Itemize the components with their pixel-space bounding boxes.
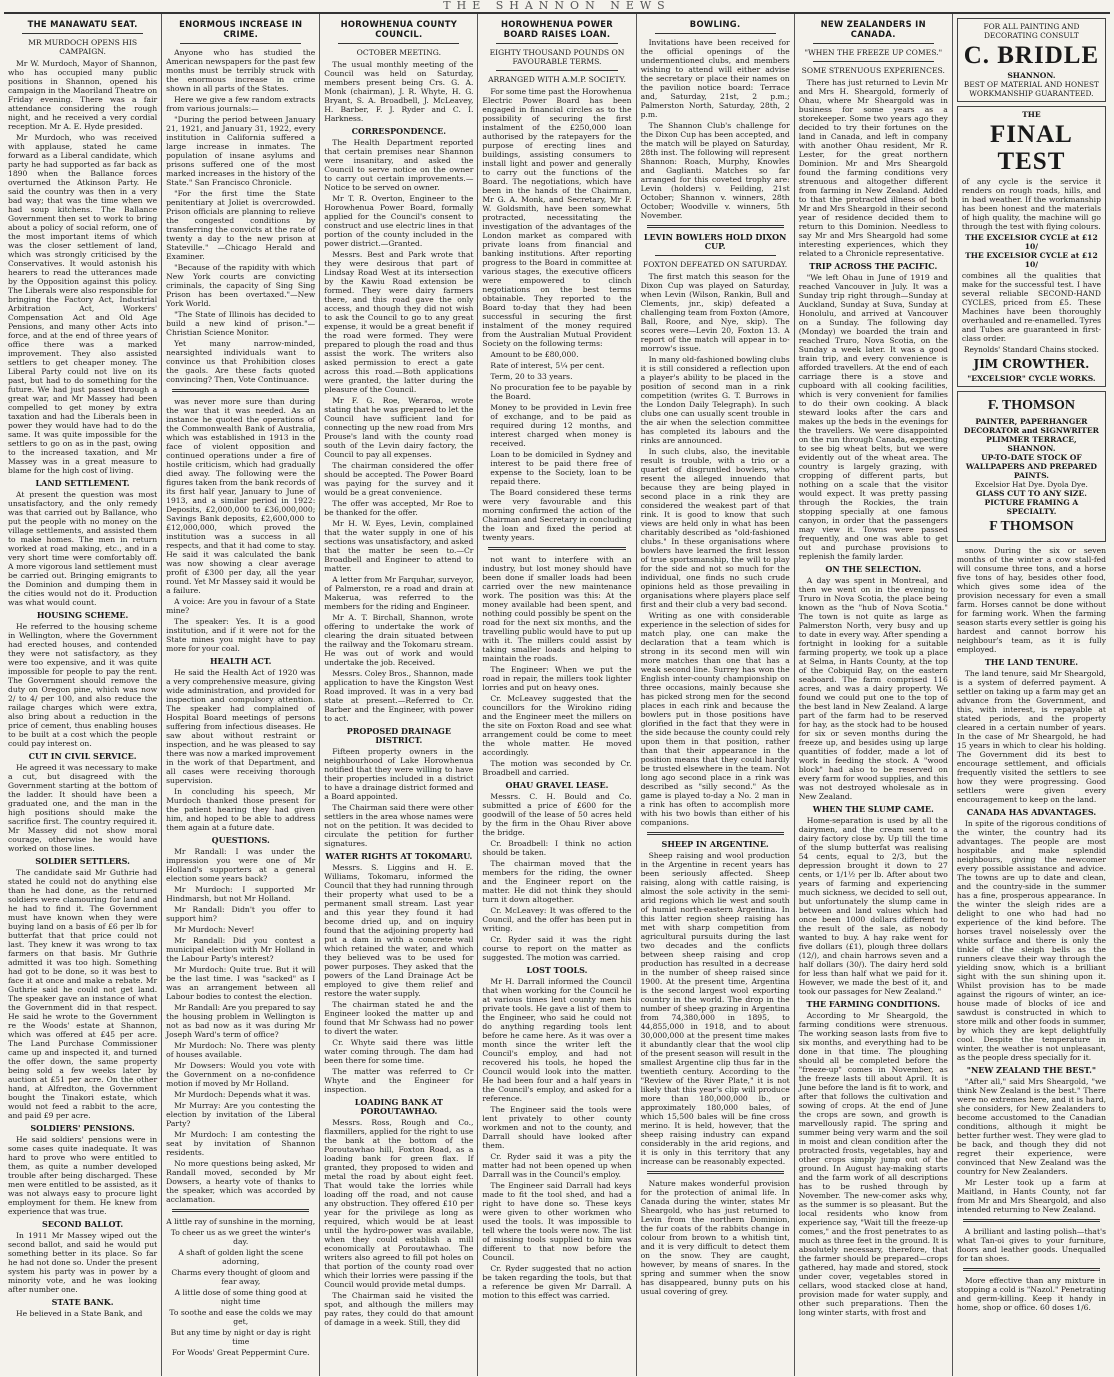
paragraph: "For the first time the State penitentiary at Joliet is overcrowded. Prison officials are planning to relieve the congested conditions by transferring the convicts at the rate of twenty a day to the new prison at Stateville." —Chicago Herald and Examiner. — [166, 189, 316, 261]
divider — [172, 1209, 309, 1212]
paragraph: Mr Murdoch, who was received with applause, stated he came forward as a Liberal candidate, which party he had supported as far back as 1890 when the Ballance forces overturned the Atkinson Party. He said the country was then in a very bad way; that was the time when we had soup kitchens. The Ballance Government then set to work to bring about a policy of social reform, one of the most important items of which was the closer settlement of land, which was strongly criticised by the Conservatives. It would astonish his hearers to read the utterances made by the Opposition against this policy. The Liberals were also responsible for bringing the Factory Act, Industrial Arbitration Act, Workers' Compensation Act and Old Age Pensions, and many other Acts into force, and at the end of three years of office there was a marked improvement. They also assisted settlers to get cheaper money. The Liberal Party could not live on its past, but had to do something for the future. We had just passed through a great war, and Mr Massey had been compelled to get money by extra taxation and had the Liberals been in power they would have had to do the same. It was quite impossible for the settlers to go on as in the past, owing to the increased taxation, and Mr Massey was in a great measure to blame for the high cost of living. — [8, 133, 158, 475]
paragraph: Cr. Ryder suggested that no action be taken regarding the tools, but that a reference be given Mr Darrall. A motion to this effect was carried. — [482, 1264, 632, 1300]
paragraph: Mr Murdoch: I am contesting the seat by invitation of Shannon residents. — [166, 1130, 316, 1157]
article-title: BOWLING. — [689, 19, 741, 29]
paragraph: Mr Murdoch: Never! — [174, 925, 255, 934]
loan-term: Rate of interest, 5¼ per cent. — [490, 361, 605, 370]
article-title: HOROWHENUA COUNTY COUNCIL. — [340, 19, 458, 39]
poem-line: Charms every thought of gloom and fear away, — [171, 1268, 311, 1286]
ad-town: SHANNON. — [1007, 71, 1056, 80]
article-subtitle: SOME STRENUOUS EXPERIENCES. — [801, 66, 945, 75]
article-title: HOROWHENUA POWER BOARD RAISES LOAN. — [500, 19, 614, 39]
section-heading: WHEN THE SLUMP CAME. — [812, 804, 934, 814]
paragraph: Cr. Ryder said it was the right course to report on the matter as suggested. The motion was carried. — [482, 935, 632, 962]
loan-term: No procuration fee to be payable by the Board. — [490, 383, 632, 401]
paragraph: The usual monthly meeting of the Council was held on Saturday, members present being Crs. G. A. Monk (chairman), J. R. Whyte, H. G. Bryant, S. A. Broadbell, J. McLeavey, H. Barber, F. J. Ryder and C. I. Harkness. — [324, 60, 474, 123]
paragraph: The first match this season for the Dixon Cup was played on Saturday, when Levin (Wilson, Rankin, Bull and Clements, jnr., skip) defeated a challenging team from Foxton (Amore, Ball, Roore, and Nye, skip). The scores were—Levin 20, Foxton 13. A report of the match will appear in to-morrow's issue. — [640, 272, 790, 353]
divider — [496, 70, 617, 71]
section-heading: HOUSING SCHEME. — [36, 610, 129, 620]
paragraph: Messrs. C. H. Bould and Co. submitted a price of £600 for the goodwill of the lease of 50 acres held by the firm in the Ohau River above the bridge. — [482, 792, 632, 837]
divider — [647, 1171, 784, 1174]
poem-line: A little ray of sunshine in the morning, — [166, 1217, 316, 1226]
paragraph: Invitations have been received for the official openings of the undermentioned clubs, and members wishing to attend will either advise the secretary or place their names on the pavilion notice board: Terrace and, Saturday, 21st, 2 p.m.; Palmerston North, Saturday, 28th, 2 p.m. — [640, 38, 790, 119]
paragraph: Mr W. Murdoch, Mayor of Shannon, who has occupied many public positions in Shannon, opened his campaign in the Maoriland Theatre on Friday evening. There was a fair attendance considering the rough night, and he received a very cordial reception. Mr A. E. Hyde presided. — [8, 59, 158, 131]
paragraph: Writing as one with considerable experience in the selection of sides for match play, one can make the declaration that a team which is strong in its second men will win more matches than one that has a weak second line. Surrey has won the English inter-county championship on three occasions, mainly because she has picked strong men for the second places in each rink and because the bowlers put in those positions have glorified in the fact that they were in the side because the county could rely upon them in that position, rather than that their appearance in the position means that they could hardly be trusted elsewhere in the team. Not long ago second place in a rink was described as "silly second." As the game is played to-day a No. 2 man in a rink has often to accomplish more with his two bowls than either of his companions. — [640, 611, 790, 827]
section-heading: STATE BANK. — [51, 1297, 114, 1307]
paragraph: Mr Murray: Are you contesting the election by invitation of the Liberal Party? — [166, 1101, 316, 1128]
section-heading: LOADING BANK AT POROUTAWHAO. — [354, 1097, 443, 1116]
paragraph: The Board considered these terms were very favourable and this morning confirmed the action of the Chairman and Secretary in concluding the loan and fixed the period at twenty years. — [482, 488, 632, 542]
poem-line: But any time by night or day is right time — [170, 1328, 311, 1346]
loan-term: Loan to be domiciled in Sydney and interest to be paid there free of expense to the Society, loan to be repaid there. — [490, 450, 632, 486]
article-subtitle: MR MURDOCH OPENS HIS CAMPAIGN. — [28, 38, 138, 56]
poem-line: A little dose of some thing good at night time — [174, 1288, 307, 1306]
paragraph: Mr Lester took up a farm at Maitland, in Hants County, not far from Mr and Mrs Sheargold, and also intended returning to New Zealand. — [956, 1178, 1106, 1214]
paragraph: The Chairman said there were other settlers in the area whose names were not on the petition. It was decided to circulate the petition for further signatures. — [324, 803, 474, 848]
paragraph: "During the period between January 21, 1921, and January 31, 1922, every institution in California suffered a large increase in inmates. The population of insane asylums and prisons suffered one of the most marked increases in the history of the State." San Francisco Chronicle. — [166, 115, 316, 187]
paragraph: Nature makes wonderful provision for the protection of animal life. In Canada during the winter, states Mr Sheargold, who has just returned to Levin from the northern Dominion, the fur coats of the rabbits change in colour from brown to a whitish tint, and it is very difficult to detect them on the snow. They are caught, however, by means of snares. In the spring and summer when the snow has disappeared, bunny puts on his usual covering of grey. — [640, 1179, 790, 1296]
ad-tagline: BEST OF MATERIAL AND HONEST WORKMANSHIP GUARANTEED. — [963, 80, 1099, 98]
divider — [488, 547, 625, 550]
section-heading: CANADA HAS ADVANTAGES. — [966, 807, 1097, 817]
ad-business-name: C. BRIDLE — [963, 42, 1100, 69]
paragraph: The Health Department reported that certain premises near Shannon were insanitary, and asked the Council to serve notice on the owner to carry out certain improvements.—Notice to be served on owner. — [324, 138, 474, 192]
paragraph: Here we give a few random extracts from various journals:— — [166, 95, 316, 113]
paragraph: Messrs. S. Liggins and H. E. Williams, Tokomaru, informed the Council that they had running through their property what used to be a permanent small stream. Last year and this year they found it had become dried up, and on inquiry found that the adjoining property had put a dam in with a concrete wall which retained the water, and which they believed was to be used for power purposes. They asked that the powers of the Land Drainage Act be employed to give them relief and restore the water supply. — [324, 863, 474, 998]
ad-text: of any cycle is the service it renders on rough roads, hills, and in bad weather. If the workmanship has been honest and the materials of high quality, the machine will go through the test with flying colours. — [961, 177, 1101, 231]
paragraph: In concluding his speech, Mr Murdoch thanked those present for the patient hearing they had given him, and hoped to be able to address them again at a future date. — [166, 787, 316, 832]
paragraph: Cr. Ryder said it was a pity the matter had not been opened up when Darrall was in the Council's employ. — [482, 1152, 632, 1179]
divider — [180, 43, 301, 44]
paragraph: Messrs. Best and Park wrote that they were desirous that part of Lindsay Road West at its intersection by the Kawiu Road extension be formed. They were dairy farmers there, and this road gave the only access, and though they did not wish to ask the Council to go to any great expense, it would be a great benefit if the road were formed. They were prepared to plough the road and thus assist the work. The writers also asked permission to erect a gate across this road.—Both applications were granted, the latter during the pleasure of the Council. — [324, 250, 474, 394]
divider — [813, 61, 934, 62]
advertisement-crowther — [957, 106, 1106, 387]
paragraph: In such clubs, also, the inevitable result is trouble, with a trio or a quartet of disgruntled bowlers, who resent the alleged innuendo that because they are being played in second place in a rink they are considered the weakest part of that rink. It is good to know that such views are held only in what has been charitably described as "old-fashioned clubs." In these organisations where bowlers have learned the first lesson of true sportsmanship, the will to play for the side and not so much for the individual, one finds no such crude opinions held as those prevailing in organisations where players place self first and their club a very bad second. — [640, 447, 790, 609]
paragraph: Mr H. W. Eyes, Levin, complained that the water supply in one of his sections was unsatisfactory, and asked that the matter be seen to.—Cr Broadbell and Engineer to attend to matter. — [324, 519, 474, 573]
paragraph: "We left Ohau in June of 1919 and reached Vancouver in July. It was a Sunday trip right through—Sunday at Auckland, Sunday at Suva, Sunday at Honolulu, and arrived at Vancouver on a Sunday. The following day (Monday) we boarded the train and reached Truro, Nova Scotia, on the Sunday a week later. It was a good train trip, and every convenience is afforded travellers. At the end of each carriage there is a stove and cupboard with all cooking facilities, which is very convenient for families to do their own cooking. A black steward looks after the cars and makes up the beds in the evenings for the travellers. We were disappointed on the run through Canada, expecting to see big wheat belts, but we were evidently out of the wheat area. The country is largely grazing, with cropping of different parts, but nothing on a scale that the visitor would expect. It was pretty passing through the Rockies, the train stopping specially at one famous canyon, in order that the passengers may view it. Towns were passed frequently, and one was able to get out and purchase provisions to replenish the family larder. — [798, 273, 948, 561]
ad-address: PLIMMER TERRACE, SHANNON. — [986, 435, 1077, 453]
paragraph: The Engineer said Darrall had keys made to fit the tool shed, and had a right to have done so. These keys were given to other workmen who used the tools. It was impossible to tell where the tools were now. The list of missing tools supplied to him was different to that now before the Council. — [482, 1181, 632, 1262]
paragraph: Messrs. Coley Bros., Shannon, made application to have the Kingston West Road improved. It was in a very bad state at present.—Referred to Cr. Barber and the Engineer, with power to act. — [324, 669, 474, 723]
paragraph: Mr H. Darrall informed the Council that when working for the Council he at various times lent county men his private tools. He gave a list of them to the Engineer, who said he could not do anything regarding tools lent before he came here. As it was over a month since the writer left the Council's employ, and had not recovered his tools, he hoped the Council would look into the matter. He had been four and a half years in the Council's employ, and asked for a reference. — [482, 977, 632, 1103]
paragraph: was never more sure than during the war that it was needed. As an instance he quoted the operations of the Commonwealth Bank of Australia, which was established in 1913 in the face of violent opposition and continued operations under a fire of hostile criticism, which had gradually died away. The following were the figures taken from the bank records of its first half year, January to June of 1913, and a similar period in 1922: Deposits, £2,000,000 to £36,000,000; Savings Bank deposits, £2,600,000 to £12,000,000, which proved the institution was a success in all respects, and that it had come to stay. He said it was calculated the bank was now showing a clear average profit of £300 per day, all the year round. Yet Mr Massey said it would be a failure. — [166, 397, 316, 595]
section-heading: SECOND BALLOT. — [42, 1219, 124, 1229]
loan-term: Money to be provided in Levin free of exchange, and to be paid as required during 12 months, and interest charged when money is received. — [490, 403, 632, 448]
article-subtitle: OCTOBER MEETING. — [356, 48, 442, 57]
article-subtitle: ARRANGED WITH A.M.P. SOCIETY. — [488, 75, 626, 84]
ad-kicker: THE — [1022, 110, 1041, 119]
paragraph: The matter was referred to Cr Whyte and the Engineer for inspection. — [324, 1067, 474, 1094]
article-title: NEW ZEALANDERS IN CANADA. — [820, 19, 926, 39]
ad-business-name: F THOMSON — [989, 519, 1074, 534]
paragraph: Cr. Broadbell: I think no action should be taken. — [482, 839, 632, 857]
ad-product: THE EXCELSIOR CYCLE at £12 10/ — [965, 233, 1098, 251]
paragraph: Mr F. G. Roe, Weraroa, wrote stating that he was prepared to let the Council have sufficient land for connecting up the new road from Mrs Prouse's land with the county road south of the Levin dairy factory, the Council to pay all expenses. — [324, 396, 474, 459]
paragraph: A voice: Are you in favour of a State mine? — [166, 597, 316, 615]
advertisement-bridle — [957, 18, 1106, 102]
paragraph: For some time past the Horowhenua Electric Power Board has been engaged in financial circles as to the possibility of securing the first instalment of the £250,000 loan authorised by the ratepayers for the purpose of erecting lines and buildings, assisting consumers to install light and power and generally to carry out the functions of the Board. The negotiations, which have been in the hands of the Chairman, Mr G. A. Monk, and Secretary, Mr F. W. Goldsmith, have been somewhat protracted, necessitating the investigation of the advantages of the London market as compared with private loans from financial and banking institutions. After reporting progress to the Board in committee at various stages, the executive officers were empowered to clinch negotiations on the best terms obtainable. They reported to the Board to-day that they had been successful in securing the first instalment of the money required from the Australian Mutual Provident Society on the following terms: — [482, 87, 632, 348]
paragraph: Mr Randall: Did you contest a municipal election with Mr Holland in the Labour Party's interest? — [166, 936, 316, 963]
paragraph: Fifteen property owners in the neighbourhood of Lake Horowhenua notified that they were willing to have their properties included in a district to have a drainage district formed and a Board appointed. — [324, 747, 474, 801]
paragraph: Mr Randall: I was under the impression you were one of Mr Holland's supporters at a general election some years back? — [166, 847, 316, 883]
paragraph: "After all," said Mrs Sheargold, "we think New Zealand is the best." There were no extremes here, and it is hard, she considers, for New Zealanders to become accustomed to the Canadian conditions, although it might be better further west. They were glad to be back, and though they did not regret their experience, were convinced that New Zealand was the country for New Zealanders. — [956, 1077, 1106, 1176]
ad-note: Reynolds' Standard Chains stocked. — [963, 345, 1099, 354]
section-heading: ON THE SELECTION. — [825, 564, 922, 574]
paragraph: Cr. Whyte said there was little water coming through. The dam had been there for some time. — [324, 1038, 474, 1065]
divider — [172, 389, 309, 392]
article-subtitle: FOXTON DEFEATED ON SATURDAY. — [643, 260, 788, 269]
section-heading: "NEW ZEALAND THE BEST." — [966, 1065, 1097, 1075]
ad-business-name: F. THOMSON — [987, 398, 1075, 413]
ad-headline: FOR ALL PAINTING AND DECORATING CONSULT — [983, 22, 1080, 40]
paragraph: In many old-fashioned bowling clubs it is still considered a reflection upon a player's ability to be placed in the position of second man in a rink competition (writes G. T. Burrows in the London Daily Telegraph). In such clubs one can usually scent trouble in the air when the selection committee has completed its labours and the rinks are announced. — [640, 355, 790, 445]
section-heading: THE FARMING CONDITIONS. — [806, 999, 941, 1009]
paragraph: In spite of the rigorous conditions of the winter, the country had its advantages. The people are most hospitable and make splendid neighbours, giving the newcomer every possible assistance and advice. The towns are up to date and clean, and the country-side in the summer has a fine, prosperous appearance. In the winter the sleigh rides are a delight to one who had had no experience of the kind before. The horses travel noiselessly over the white surface and there is only the tinkle of the sleigh bells as the runners cleave their way through the yielding snow, which is a brilliant sight with the sun shining upon it. Whilst provision has to be made against the rigours of winter, an ice-house made of blocks of ice and sawdust is constructed in which to store milk and other foods in summer, by which they are kept delightfully cool. Despite the temperature in winter, the weather is not unpleasant, as the people dress specially for it. — [956, 819, 1106, 1062]
paragraph: snow. During the six or seven months of the winter a cow stall-fed will consume three tons, and a horse five tons of hay, besides other food, which gives some idea of the provision necessary for even a small farm. Horses cannot be done without for farming work. When the farming season starts every settler is going his hardest and cannot borrow his neighbour's team, as it is fully employed. — [956, 546, 1106, 654]
loan-terms — [482, 350, 631, 486]
column-4 — [478, 14, 636, 1376]
loan-term: Term, 20 to 33 years. — [490, 372, 573, 381]
paragraph: A letter from Mr Farquhar, surveyor, of Palmerston, re a road and drain at Makerua, was referred to the members for the riding and Engineer. — [324, 575, 474, 611]
section-heading: SOLDIER SETTLERS. — [35, 856, 130, 866]
paragraph: The chairman moved that the members for the riding, the owner and the Engineer report on the matter. He did not think they should turn it down altogether. — [482, 859, 632, 904]
divider — [655, 255, 776, 256]
paragraph: Cr. McLeavey: It was offered to the Council, and the offer has been put in writing. — [482, 906, 632, 933]
paragraph: Mr T. R. Overton, Engineer to the Horowhenua Power Board, formally applied for the Council's consent to construct and use electric lines in that portion of the county included in the power district.—Granted. — [324, 194, 474, 248]
divider — [655, 33, 776, 34]
ad-glass: GLASS CUT TO ANY SIZE. — [975, 489, 1087, 498]
paragraph: Mr Murdoch: Quite true. But it will be the last time. I was "sacked" as I was an arrangement between all Labour bodies to contest the election. — [166, 965, 316, 1001]
advertisement-thomson — [957, 391, 1106, 542]
article-subtitle: EIGHTY THOUSAND POUNDS ON FAVOURABLE TERMS. — [489, 48, 625, 66]
paragraph: No more questions being asked, Mr Randall moved, seconded by Mr Dowsers, a hearty vote of thanks to the speaker, which was accorded by acclamation. — [166, 1159, 316, 1204]
paragraph: A brilliant and lasting polish—that's what Tan-oi gives to your furniture, floors and leather goods. Unequalled for tan shoes. — [956, 1227, 1106, 1263]
divider — [647, 832, 784, 835]
ad-works: "EXCELSIOR" CYCLE WORKS. — [967, 374, 1096, 383]
paragraph: At present the question was most unsatisfactory, and the only remedy was that carried out by Ballance, who put the people with no money on the village settlements, and assisted them to make homes. The men in return worked at road making, etc., and in a very short time were comfortably off. A more vigorous land settlement must be carried out. Bringing emigrants to the Dominion and dumping them in the cities would not do it. Production was what would count. — [8, 490, 158, 607]
section-heading: PROPOSED DRAINAGE DISTRICT. — [346, 726, 451, 745]
divider — [338, 43, 459, 44]
paragraph: The speaker: Yes. It is a good institution, and if it were not for the State mines you might have to pay more for your coal. — [166, 617, 316, 653]
section-heading: LAND SETTLEMENT. — [35, 478, 130, 488]
paragraph: The Chairman said he visited the spot, and although the millers may pay rates, they could do that amount of damage in a week. Still, they did — [324, 1291, 474, 1327]
poem-line: To soothe and ease the colds we may get, — [169, 1308, 312, 1326]
paragraph: Messrs. Ross, Rough and Co., flaxmillers, applied for the right to use the bank at the bottom of the Poroutawhao hill, Foxton Road, as a loading bank for green flax. If granted, they proposed to widen and metal the road by about eight feet. That would take the lorries while loading off the road, and not cause any obstruction. They offered £10 per year for the privilege as long as required, which would be at least until the hydro-power was available, when they could establish a mill economically at Poroutawhao. The writers also agreed to fill pot holes on that portion of the county road over which their lorries were passing if the Council would provide metal dumps. — [324, 1118, 474, 1289]
paragraph: "The State of Illinois has decided to build a new kind of prison."—Christian Science Monitor. — [166, 310, 316, 337]
paragraph: Mr Randall: Are you prepared to say the housing problem in Wellington is not as bad now as it was during Mr Joseph Ward's term of office? — [166, 1003, 316, 1039]
paragraph: Cr. McLeavey suggested that the councillors for the Wirokino riding and the Engineer meet the millers on the site on Foxton Road and see what arrangement could be come to meet the whole matter. He moved accordingly. — [482, 694, 632, 757]
columns — [4, 14, 1110, 1376]
ad-business-name: JIM CROWTHER. — [973, 357, 1090, 371]
paragraph: He said soldiers' pensions were in some cases quite inadequate. It was hard to prove who were entitled to them, as quite a number developed trouble after being discharged. These men were entitled to be assisted, as it was not always easy to procure light employment for them. He knew from experience that was true. — [8, 1135, 158, 1216]
section-heading: LEVIN BOWLERS HOLD DIXON CUP. — [643, 232, 787, 251]
divider — [813, 43, 934, 44]
section-heading: WATER RIGHTS AT TOKOMARU. — [325, 851, 473, 861]
section-heading: CORRESPONDENCE. — [351, 126, 447, 136]
paragraph: The chairman considered the offer should be accepted. The Power Board was paying for the survey and it would be a great convenience. — [324, 461, 474, 497]
paragraph: The Engineer said the tools were lent privately to other county workmen and not to the county, and Darrall should have looked after them. — [482, 1105, 632, 1150]
section-heading: SOLDIERS' PENSIONS. — [30, 1123, 135, 1133]
paragraph: Mr Murdoch: No. There was plenty of houses available. — [166, 1041, 316, 1059]
divider — [22, 33, 143, 34]
poem-line: To cheer us as we greet the winter's day. — [170, 1228, 311, 1246]
paragraph: The Engineer: When we put the road in repair, the millers took lighter lorries and put on heavy ones. — [482, 665, 632, 692]
column-1 — [4, 14, 162, 1376]
ad-dyes: Excelsior Hat Dye. Dyola Dye. — [975, 480, 1088, 489]
paragraph: A day was spent in Montreal, and then we went on in the evening to Truro in Nova Scotia, the place being known as the "hub of Nova Scotia." The town is not quite as large as Palmerston North, very busy and up to date in every way. After spending a fortnight in looking for a suitable farming property, we took up a place at Selma, in Hants County, at the top of the Cobiquid Bay, on the eastern seaboard. The farm comprised 116 acres, and was a dairy property. We found we could put one to the top of the best land in New Zealand. A large part of the farm had to be reserved for hay, as the stock had to be housed for six or seven months during the freeze up, and besides using up large quantities of fodder, made a lot of work in feeding the stock. A "wood block" had also to be reserved on every farm for wood supplies, and this was not destroyed wholesale as in New Zealand. — [798, 576, 948, 801]
paragraph: He said the Health Act of 1920 was a very comprehensive measure, giving wide administration, and provided for inspection and compulsory attention. The speaker had complained of Hospital Board meetings of persons suffering from infectious diseases. He saw about without restraint or inspection, and he was pleased to say there was now a marked improvement in the work of that Department, and all cases were receiving thorough supervision. — [166, 668, 316, 785]
paragraph: Yet many narrow-minded, nearsighted individuals want to convince us that Prohibition closes the gaols. Are these facts quoted convincing? Then, Vote Continuance. — [166, 339, 316, 384]
divider — [496, 43, 617, 44]
column-5 — [637, 14, 795, 1376]
column-2 — [162, 14, 320, 1376]
column-7 — [953, 14, 1110, 1376]
ad-stock: UP-TO-DATE STOCK OF WALLPAPERS AND PREPARED PAINTS. — [965, 453, 1098, 480]
section-heading: LOST TOOLS. — [526, 965, 588, 975]
paragraph: The offer was accepted, Mr Roe to be thanked for the offer. — [324, 499, 474, 517]
ad-product: THE EXCELSIOR CYCLE at £12 10/ — [965, 251, 1098, 269]
paragraph: There has just returned to Levin Mr and Mrs H. Sheargold, formerly of Ohau, where Mr Sheargold was in business for some years as a storekeeper. Some two years ago they decided to try their fortunes on the land in Canada, and left in company with another Ohau resident, Mr R. Lester, for the great northern Dominion. Mr and Mrs Sheargold found the farming conditions very strenuous and altogether different from farming in New Zealand. Added to that the protracted illness of both Mr and Mrs Sheargold in their second year of residence decided them to return to this Dominion. Needless to say Mr and Mrs Sheargold had some interesting experiences, which they related to a Chronicle representative. — [798, 78, 948, 258]
paragraph: He agreed it was necessary to make a cut, but disagreed with the Government starting at the bottom of the ladder. It should have been a graduated one, and the man in the high positions should make the sacrifice first. The country required it. Mr Massey did not show moral courage, otherwise he would have worked on those lines. — [8, 763, 158, 853]
ad-trade: PAINTER, PAPERHANGER DECORATOR and SIGNWRITER — [963, 417, 1099, 435]
section-heading: SHEEP IN ARGENTINE. — [661, 839, 769, 849]
paragraph: According to Mr Sheargold, the farming conditions were strenuous. The working season lasts from five to six months, and everything had to be done in that time. The ploughing should all be completed before the "freeze-up" comes in November, as the freeze lasts till about April. It is June before the land is fit to work, and after that follows the cultivation and sowing of crops. At the end of June the crops are sown, and growth is marvellously rapid. The spring and summer being very warm and the soil in moist and clean condition after the protracted frosts, vegetables, hay and other crops simply jump out of the ground. In August hay-making starts and the farm work of all descriptions has to be rushed through by November. The new-comer asks why, as the summer is so pleasant. But the local residents who know from experience say, "Wait till the freeze-up comes," and the frost penetrates to as much as three feet in the ground. It is absolutely necessary, therefore, that the farmer should be prepared—crops gathered, hay made and stored, stock under cover, vegetables stored in cellars, wood stacked close at hand, provision made for water supply, and other such preparations. Then the long winter starts, with frost and — [798, 1011, 948, 1317]
paragraph: Home-separation is used by all the dairymen, and the cream sent to a dairy factory close by. Up till the time of the slump butterfat was realising 54 cents, equal to 2/3, but the depression brought it down to 27 cents, or 1/1½ per lb. After about two years of farming and experiencing much sickness, we decided to sell out, but unfortunately the slump came in between and land values which had once been 1000 dollars different to the result of the sale, as nobody wanted to buy. A hay rake went for five dollars (£1), plough three dollars (12/), and chain harrows seven and a half dollars (30/). The dairy herd sold for less than half what we paid for it. However, we made the best of it, and took our passages for New Zealand." — [798, 816, 948, 996]
paragraph: Anyone who has studied the American newspapers for the past few months must be terribly struck with the enormous increase in crime shown in all parts of the States. — [166, 48, 316, 93]
masthead: THE SHANNON NEWS — [4, 0, 1110, 14]
article-title: THE MANAWATU SEAT. — [27, 19, 138, 29]
column-6 — [795, 14, 953, 1376]
paragraph: More effective than any mixture in stopping a cold is "Nazol." Penetrating and germ-killing. Keep it handy in home, shop or office. 60 doses 1/6. — [956, 1276, 1106, 1312]
paragraph: Mr A. T. Birchall, Shannon, wrote offering to undertake the work of clearing the drain situated between the railway and the Tokomaru stream. He was out of work and would undertake the job. Received. — [324, 613, 474, 667]
ad-framing: PICTURE FRAMING A SPECIALTY. — [984, 498, 1079, 516]
section-heading: CUT IN CIVIL SERVICE. — [28, 751, 137, 761]
section-heading: THE LAND TENURE. — [984, 657, 1078, 667]
section-heading: QUESTIONS. — [211, 835, 270, 845]
divider — [963, 1219, 1100, 1222]
paragraph: Sheep raising and wool production in the Argentine in recent years has been seriously affected. Sheep raising, along with cattle raising, is almost the sole activity in the semi-arid regions which lie west and south of humid north-eastern Argentina. In this latter region sheep raising has met with sharp competition from agricultural pursuits during the last two decades and the conflicts between sheep raising and crop production has resulted in a decrease in the number of sheep raised since 1900. At the present time, Argentina is the second largest wool exporting country in the world. The drop in the number of sheep grazing in Argentina from 74,380,000 in 1895, to 44,855,000 in 1918, and to about 30,000,000 at the present time makes it abundantly clear that the wool clip of the present season will result in the smallest Argentine clip thus far in the twentieth century. According to the "Review of the River Plate," it is not likely that this year's clip will produce more than 180,000,000 lb., or approximately 180,000 bales, of which 15,500 bales will be fine cross merino. It is held, however, that the sheep raising industry can expand considerably in the arid regions, and it is only in this territory that any increase can be reasonably expected. — [640, 851, 790, 1166]
divider — [963, 1268, 1100, 1271]
poem-line: For Woods' Great Peppermint Cure. — [171, 1348, 310, 1357]
divider — [647, 225, 784, 228]
paragraph: The motion was seconded by Cr. Broadbell and carried. — [482, 759, 632, 777]
section-heading: HEALTH ACT. — [210, 656, 272, 666]
column-3 — [320, 14, 478, 1376]
paragraph: Mr Murdoch: Depends what it was. — [174, 1090, 311, 1099]
paragraph: not want to interfere with an industry, but lost money should have been done if smaller loads had been carried over the new maintenance work. The position was this: At the money available had been spent, and nothing could possibly be spent on the road for the next six months, and the travelling public would have to put up with it. The millers could assist by taking smaller loads and helping to maintain the roads. — [482, 555, 632, 663]
paragraph: He believed in a State Bank, and — [16, 1309, 143, 1318]
paragraph: Mr Dowsers: Would you vote with the Government on a no-confidence motion if moved by Mr Holland. — [166, 1061, 316, 1088]
paragraph: The chairman stated he and the Engineer looked the matter up and found that Mr Schwass had no power to divert the water. — [324, 1000, 474, 1036]
paragraph: The candidate said Mr Guthrie had stated he could not do anything else than he had done, as the returned soldiers were clamouring for land and he had to find it. The Government must have known when they were buying land on a basis of £6 per lb for butterfat that that price could not last. They knew it was wrong to tax farmers on that basis. Mr Guthrie admitted it was too high. Something had got to be done, so it was best to face it at once and make a rebate. Mr Guthrie said he could not get land. The speaker gave an instance of what the Government did in that respect. He said he wrote to the Government re the Woods' estate at Shannon, which was offered at £45 per acre. The Land Purchase Commissioner came up and inspected it, and turned the offer down, the same property being sold a few weeks later by auction at £51 per acre. On the other hand, at Alfredton, the Government bought the Tinakori estate, which would not feed a rabbit to the acre, and paid £9 per acre. — [8, 868, 158, 1120]
loan-term: Amount to be £80,000. — [490, 350, 579, 359]
paragraph: Mr Murdoch: I supported Mr Hindmarsh, but not Mr Holland. — [166, 885, 316, 903]
section-heading: OHAU GRAVEL LEASE. — [505, 780, 609, 790]
paragraph: Mr Randall: Didn't you offer to support him? — [166, 905, 316, 923]
ad-headline: FINAL TEST — [990, 121, 1073, 175]
paragraph: The land tenure, said Mr Sheargold, is a system of deferred payment. A settler on taking up a farm may get an advance from the Government, and this, with interest, is repayable at stated periods, and the property cleared in a certain number of years. In the case of Mr Sheargold, he had 15 years in which to clear his holding. The Government did its best to encourage settlement, and officials frequently visited the settlers to see how they were progressing. Good settlers were given every encouragement to keep on the land. — [956, 669, 1106, 804]
ad-text: combines all the qualities that make for the successful test. I have several reliable SECOND-HAND CYCLES, priced from £5. These Machines have been thoroughly overhauled and re-enamelled. Tyres and Tubes are guaranteed in first-class order. — [961, 271, 1101, 343]
paragraph: In 1911 Mr Massey wiped out the second ballot, and said he would put something better in its place. So far he had not done so. Under the present system his party was in power by a minority vote, and he was looking after number one. — [8, 1231, 158, 1294]
section-heading: TRIP ACROSS THE PACIFIC. — [809, 261, 938, 271]
paragraph: He referred to the housing scheme in Wellington, where the Government had erected houses, and contended they were not satisfactory, as they were too expensive, and it was quite impossible for people to pay the rent. The Government should remove the duty on Oregon pine, which was now 2/ to 4/ per 100, and also reduce the railage charges which were extra, also bring about a reduction in the price of cement, thus enabling houses to be built at a cost which the people could pay interest on. — [8, 622, 158, 748]
article-title: ENORMOUS INCREASE IN CRIME. — [179, 19, 303, 39]
poem-line: A shaft of golden light the scene adorning, — [178, 1248, 304, 1266]
article-subtitle: "WHEN THE FREEZE UP COMES." — [804, 48, 943, 57]
paragraph: "Because of the rapidity with which New York courts are convicting criminals, the capacity of Sing Sing Prison has been overtaxed."—New York World. — [166, 263, 316, 308]
paragraph: The Shannon Club's challenge for the Dixon Cup has been accepted, and the match will be played on Saturday, 28th inst. The following will represent Shannon: Roach, Murphy, Knowles and Gaglianti. Matches so far arranged for this coveted trophy are: Levin (holders) v. Feilding, 21st October; Shannon v. winners, 28th October; Woodville v. winners, 5th November. — [640, 121, 790, 220]
